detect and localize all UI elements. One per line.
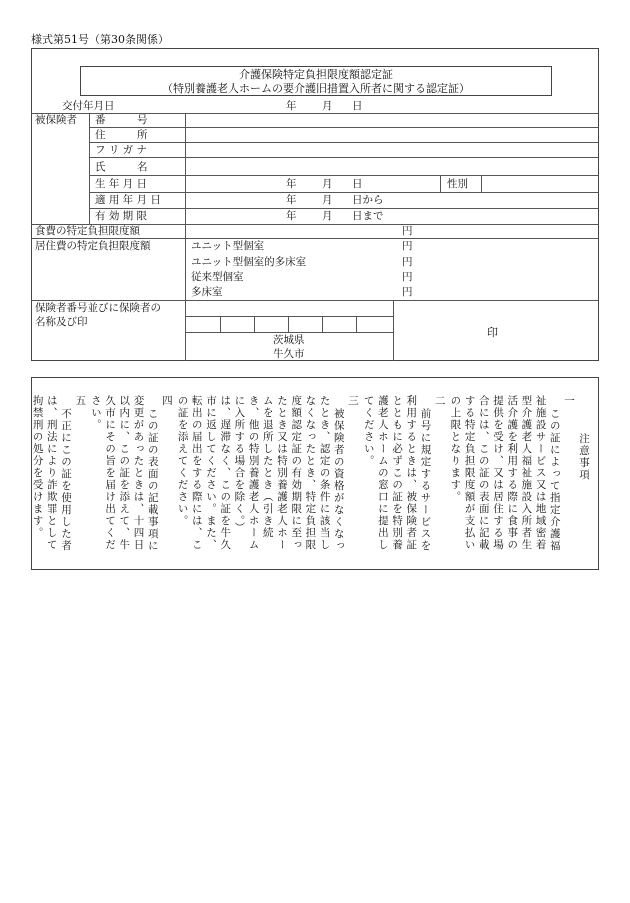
form-number: 様式第51号（第30条関係） [31, 33, 169, 46]
grid-line [31, 238, 599, 239]
grid-line [89, 175, 599, 176]
note-number: 三 [347, 395, 359, 407]
residence-item-unit: 円 [402, 286, 413, 298]
note-line: 拘禁刑の処分を受けます。 [31, 395, 44, 539]
grid-line [185, 113, 186, 361]
valid-month: 月 [322, 210, 333, 222]
note-line: は、刑法により詐欺罪として [45, 395, 58, 551]
residence-item-unit: 円 [402, 271, 413, 283]
note-line: ムを退所したとき（引き続 [261, 395, 274, 539]
grid-line [322, 316, 323, 332]
applied-month: 月 [322, 194, 333, 206]
residence-item-name: 多床室 [191, 286, 223, 298]
issue-date-year: 年 [286, 100, 297, 112]
note-line: 以内に、この証を添えて、牛 [118, 395, 131, 551]
grid-line [89, 113, 90, 224]
grid-line [393, 300, 394, 361]
seal-mark: 印 [487, 326, 498, 339]
insured-address-label: 住 所 [95, 129, 148, 141]
note-line: この証の表面の記載事項に [146, 408, 159, 552]
note-line: 型介護老人福祉施設入所者生 [520, 395, 533, 551]
residence-item-unit: 円 [402, 256, 413, 268]
grid-line [254, 316, 255, 332]
grid-line [220, 316, 221, 332]
sex-label: 性別 [447, 178, 468, 190]
insurer-prefecture: 茨城県 [273, 334, 305, 346]
note-line: き、他の特別養護老人ホーム [247, 395, 260, 551]
note-line: 被保険者の資格がなくなっ [332, 408, 345, 552]
title-line-2: （特別養護老人ホームの要介護旧措置入所者に関する認定証） [162, 82, 470, 95]
certificate-title [80, 66, 552, 96]
grid-line [89, 208, 599, 209]
note-line: 活介護を利用する際に食事の [506, 395, 519, 551]
valid-year: 年 [286, 210, 297, 222]
grid-line [440, 175, 441, 192]
note-number: 一 [563, 395, 575, 407]
note-line: 久市にその旨を届け出てくだ [104, 395, 117, 551]
residence-item-unit: 円 [402, 240, 413, 252]
note-number: 二 [433, 395, 446, 407]
note-line: 利用するときは、被保険者証 [405, 395, 418, 551]
note-line: 前号に規定するサービスを [419, 408, 432, 552]
birth-date-label: 生 年 月 日 [95, 178, 148, 190]
note-line: の上限となります。 [449, 395, 462, 503]
grid-line [89, 192, 599, 193]
grid-line [356, 316, 357, 332]
insured-furigana-label: フ リ ガ ナ [95, 144, 148, 156]
note-line: 提供を受け、又は居住する場 [492, 395, 504, 551]
insured-label: 被保険者 [35, 114, 77, 126]
note-line: さい。 [89, 395, 102, 431]
title-line-1: 介護保険特定負担限度額認定証 [239, 68, 393, 81]
birth-month: 月 [322, 178, 333, 190]
note-line: の証を添えてください。 [176, 395, 189, 527]
valid-day: 日まで [352, 210, 384, 222]
note-line: は、遅滞なく、この証を牛久 [219, 395, 232, 551]
applied-date-label: 適 用 年 月 日 [95, 194, 161, 206]
note-line: 転出の届出をする際には、こ [190, 395, 203, 551]
insured-name-label: 氏 名 [95, 161, 148, 173]
issue-date-label: 交付年月日 [62, 100, 115, 112]
residence-item-name: 従来型個室 [191, 271, 244, 283]
notes-heading: 注意事項 [578, 433, 590, 481]
note-line: 祉施設サービス又は地域密着 [534, 395, 547, 551]
note-line: 度額認定証の有効期限に至っ [290, 395, 303, 551]
note-number: 五 [74, 395, 87, 407]
note-line: 変更があったときは、十四日 [132, 395, 145, 551]
grid-line [89, 127, 599, 128]
note-line: なくなったとき、特定負担限 [304, 395, 317, 551]
note-line: とともに必ずこの証を特別養 [391, 395, 404, 551]
applied-day: 日から [352, 194, 384, 206]
grid-line [89, 142, 599, 143]
insurer-label-line-1: 保険者番号並びに保険者の [35, 302, 161, 314]
grid-line [288, 316, 289, 332]
birth-day: 日 [352, 178, 363, 190]
grid-line [31, 300, 599, 301]
note-line: たとき、認定の条件に該当し [318, 395, 331, 551]
insurer-label-line-2: 名称及び印 [35, 316, 88, 328]
residence-item-name: ユニット型個室的多床室 [191, 256, 307, 268]
grid-line [481, 175, 482, 192]
residence-limit-label: 居住費の特定負担限度額 [35, 240, 151, 252]
insured-number-label: 番 号 [95, 114, 148, 126]
grid-line [89, 157, 599, 158]
grid-line [185, 316, 393, 317]
note-number: 四 [160, 395, 173, 407]
food-limit-unit: 円 [402, 225, 413, 237]
applied-year: 年 [286, 194, 297, 206]
note-line: 市に返してください。また、 [205, 395, 217, 551]
valid-until-label: 有 効 期 限 [95, 210, 148, 222]
note-line: てください。 [362, 395, 375, 467]
issue-date-month: 月 [322, 100, 333, 112]
note-line: する特定負担限度額が支払い [463, 395, 476, 551]
note-line: 護老人ホームの窓口に提出し [376, 395, 389, 551]
grid-line [185, 332, 393, 333]
note-line: に入所する場合を除く。） [233, 395, 246, 534]
birth-year: 年 [286, 178, 297, 190]
food-limit-label: 食費の特定負担限度額 [35, 225, 140, 237]
note-line: 合には、この証の表面に記載 [477, 395, 490, 551]
insurer-city: 牛久市 [273, 348, 305, 360]
note-line: この証によって指定介護福 [548, 408, 561, 552]
issue-date-day: 日 [352, 100, 363, 112]
note-line: 不正にこの証を使用した者 [60, 408, 72, 552]
residence-item-name: ユニット型個室 [191, 240, 265, 252]
note-line: たとき又は特別養護老人ホー [276, 395, 288, 551]
